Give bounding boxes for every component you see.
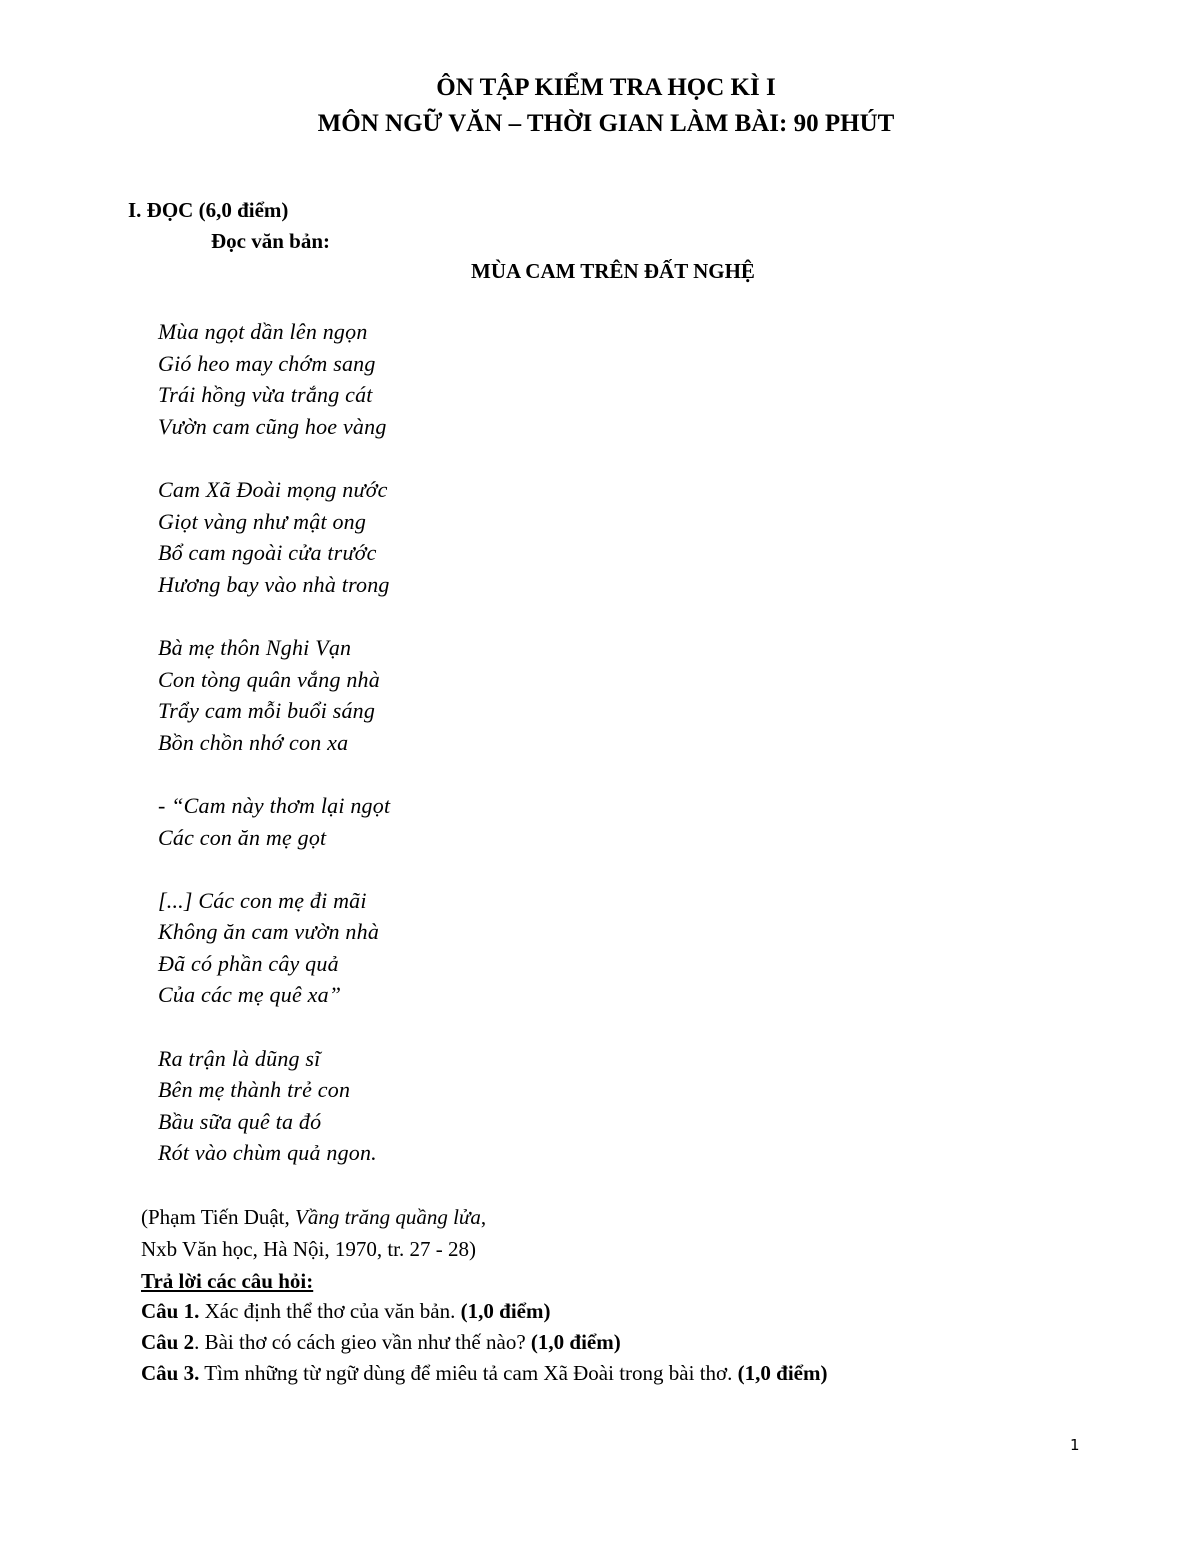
question-item (141, 1326, 621, 1358)
poem (158, 316, 390, 1201)
question-item (141, 1295, 550, 1327)
poem-line: Bồn chồn nhớ con xa (158, 729, 349, 755)
poem-line: [...] Các con mẹ đi mãi (158, 887, 367, 913)
poem-line: Cam Xã Đoài mọng nước (158, 476, 388, 502)
poem-line: Của các mẹ quê xa” (158, 982, 342, 1008)
source-book-title: Vầng trăng quầng lửa (295, 1205, 481, 1229)
poem-line: - “Cam này thơm lại ngọt (158, 792, 391, 818)
question-text: . Bài thơ có cách gieo vần như thế nào? (194, 1330, 531, 1354)
poem-stanza (158, 885, 390, 1011)
source-publisher: Nxb Văn học, Hà Nội, 1970, tr. 27 - 28) (141, 1237, 476, 1261)
question-points: (1,0 điểm) (737, 1361, 828, 1385)
poem-line: Bầu sữa quê ta đó (158, 1108, 322, 1134)
exam-title: ÔN TẬP KIỂM TRA HỌC KÌ I (436, 74, 776, 101)
poem-line: Con tòng quân vắng nhà (158, 666, 380, 692)
poem-line: Hương bay vào nhà trong (158, 571, 390, 597)
poem-line: Gió heo may chớm sang (158, 350, 376, 376)
read-label: Đọc văn bản: (211, 229, 331, 253)
question-label: Câu 3. (141, 1361, 200, 1385)
source-author: (Phạm Tiến Duật, (141, 1205, 290, 1229)
exam-subtitle: MÔN NGỮ VĂN – THỜI GIAN LÀM BÀI: 90 PHÚT (317, 110, 895, 137)
poem-line: Ra trận là dũng sĩ (158, 1045, 321, 1071)
poem-line: Rót vào chùm quả ngon. (158, 1140, 377, 1166)
poem-line: Đã có phần cây quả (158, 950, 339, 976)
poem-stanza (158, 632, 390, 758)
question-label: Câu 1. (141, 1299, 200, 1323)
poem-line: Vườn cam cũng hoe vàng (158, 413, 387, 439)
source-comma: , (480, 1205, 487, 1229)
poem-line: Bổ cam ngoài cửa trước (158, 540, 377, 566)
poem-line: Trẩy cam mỗi buổi sáng (158, 698, 376, 724)
poem-stanza (158, 316, 390, 442)
poem-line: Các con ăn mẹ gọt (158, 824, 327, 850)
poem-line: Không ăn cam vườn nhà (158, 919, 380, 945)
poem-stanza (158, 474, 390, 600)
question-item (141, 1357, 827, 1389)
questions-heading: Trả lời các câu hỏi: (141, 1269, 314, 1293)
question-points: (1,0 điểm) (460, 1299, 551, 1323)
question-text: Tìm những từ ngữ dùng để miêu tả cam Xã Đoài trong bài thơ. (199, 1361, 738, 1385)
question-points: (1,0 điểm) (530, 1330, 621, 1354)
poem-line: Trái hồng vừa trắng cát (158, 382, 373, 408)
poem-line: Bà mẹ thôn Nghi Vạn (158, 634, 352, 660)
poem-stanza (158, 1043, 390, 1169)
poem-title: MÙA CAM TRÊN ĐẤT NGHỆ (471, 259, 755, 283)
poem-source (141, 1201, 486, 1265)
poem-line: Giọt vàng như mật ong (158, 508, 367, 534)
question-label: Câu 2 (141, 1330, 195, 1354)
section-heading: I. ĐỌC (6,0 điểm) (128, 198, 289, 222)
poem-line: Mùa ngọt dần lên ngọn (158, 319, 368, 344)
question-text: Xác định thể thơ của văn bản. (199, 1299, 461, 1323)
poem-stanza (158, 790, 390, 853)
page-number: 1 (1070, 1436, 1080, 1454)
poem-line: Bên mẹ thành trẻ con (158, 1077, 351, 1103)
